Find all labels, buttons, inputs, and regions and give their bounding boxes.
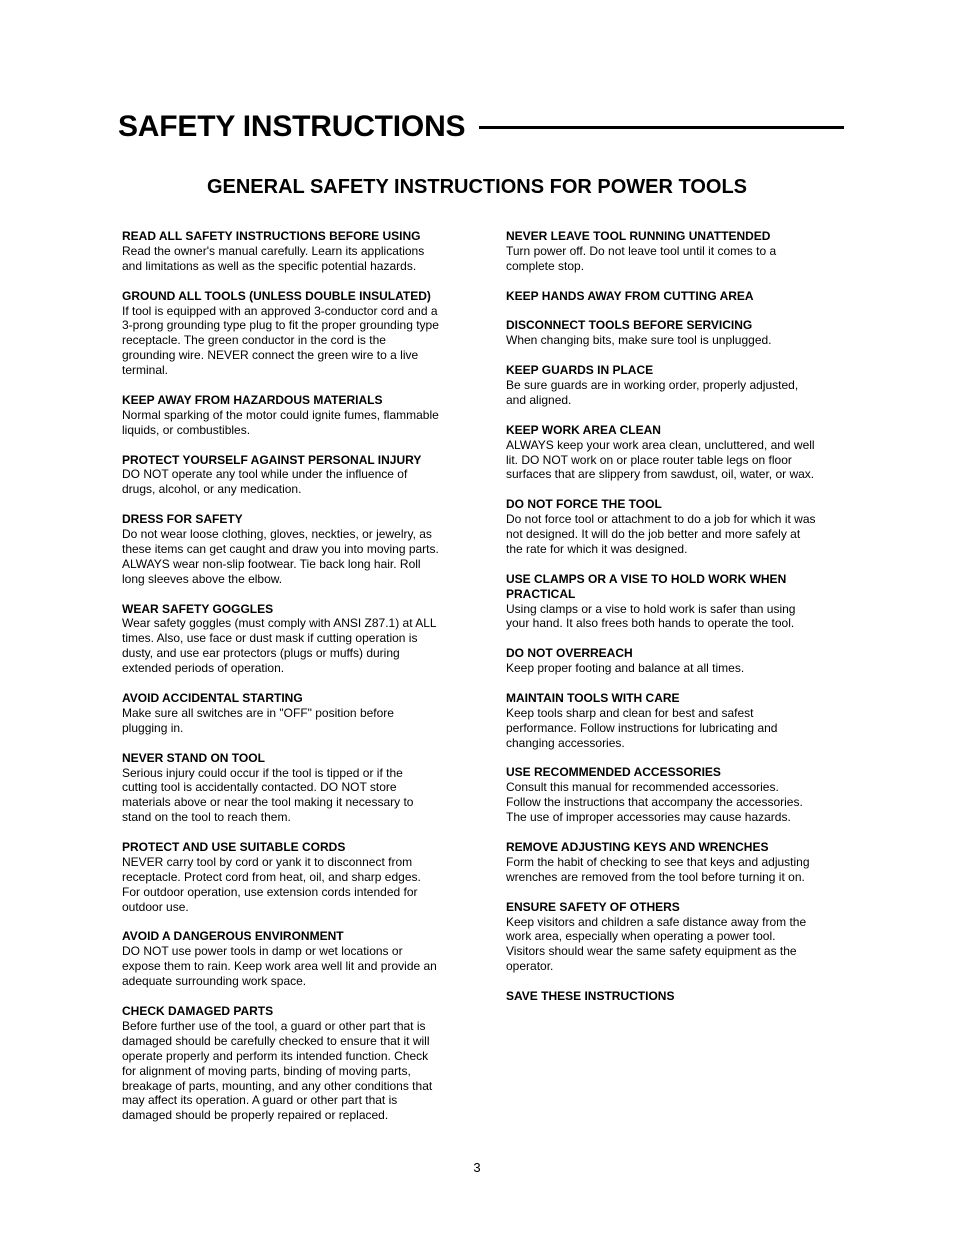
- instruction-recommended-accessories: [506, 765, 846, 825]
- instruction-body: Using clamps or a vise to hold work is safer than using your hand. It also frees both hands to operate the tool.: [506, 601, 796, 631]
- instruction-hazardous-materials: [122, 393, 462, 438]
- instruction-body: Keep visitors and children a safe distance away from the work area, especially when operating a power tool. Visitors should wear the same safety equipment as the operator.: [506, 914, 807, 974]
- instruction-body: Normal sparking of the motor could ignite fumes, flammable liquids, or combustibles.: [122, 407, 439, 437]
- page-number: 3: [473, 1160, 481, 1175]
- instruction-heading: REMOVE ADJUSTING KEYS AND WRENCHES: [506, 840, 769, 854]
- instruction-heading: SAVE THESE INSTRUCTIONS: [506, 989, 675, 1004]
- instruction-body: Keep tools sharp and clean for best and safest performance. Follow instructions for lubricating and changing accessories.: [506, 705, 778, 750]
- instruction-heading: KEEP GUARDS IN PLACE: [506, 363, 654, 378]
- instruction-do-not-force: [506, 497, 846, 557]
- instruction-heading: KEEP AWAY FROM HAZARDOUS MATERIALS: [122, 392, 383, 407]
- instruction-heading: GROUND ALL TOOLS (UNLESS DOUBLE INSULATED): [122, 288, 431, 303]
- instruction-body: DO NOT use power tools in damp or wet locations or expose them to rain. Keep work area well lit and provide an adequate surrounding work space.: [122, 944, 437, 989]
- instruction-hands-away: [506, 289, 846, 304]
- instruction-never-stand-on-tool: [122, 751, 462, 826]
- instruction-heading: DO NOT FORCE THE TOOL: [506, 497, 662, 512]
- instruction-heading: DISCONNECT TOOLS BEFORE SERVICING: [506, 318, 753, 333]
- instruction-body: Do not force tool or attachment to do a job for which it was not designed. It will do the job better and more safely at the rate for which it was designed.: [506, 512, 816, 556]
- instruction-check-damaged-parts: [122, 1004, 462, 1123]
- instruction-heading: DRESS FOR SAFETY: [122, 512, 243, 527]
- instruction-heading: USE RECOMMENDED ACCESSORIES: [506, 765, 721, 780]
- title-row: [118, 110, 844, 144]
- instruction-disconnect-before-servicing: [506, 318, 846, 348]
- instruction-accidental-starting: [122, 691, 462, 736]
- instruction-body: Form the habit of checking to see that keys and adjusting wrenches are removed from the tool before turning it on.: [506, 854, 810, 884]
- left-column: [122, 229, 462, 1138]
- instruction-body: Consult this manual for recommended accessories. Follow the instructions that accompany the accessories. The use of improper accessories may cause hazards.: [506, 780, 803, 825]
- instruction-dress-for-safety: [122, 512, 462, 587]
- instruction-heading: KEEP HANDS AWAY FROM CUTTING AREA: [506, 288, 754, 303]
- title-rule: [479, 126, 844, 129]
- instruction-heading: DO NOT OVERREACH: [506, 646, 633, 661]
- instruction-remove-keys: [506, 840, 846, 885]
- instruction-body: ALWAYS keep your work area clean, uncluttered, and well lit. DO NOT work on or place router table legs on floor surfaces that are slippery from sawdust, oil, water, or wax.: [506, 437, 815, 482]
- instruction-heading: PROTECT AND USE SUITABLE CORDS: [122, 840, 346, 855]
- instruction-heading: USE CLAMPS OR A VISE TO HOLD WORK WHEN PRACTICAL: [506, 571, 787, 601]
- page-title: SAFETY INSTRUCTIONS: [118, 110, 466, 143]
- instruction-save-instructions: [506, 989, 846, 1004]
- instruction-body: Do not wear loose clothing, gloves, neckties, or jewelry, as these items can get caught and draw you into moving parts. ALWAYS wear non-slip footwear. Tie back long hair. Roll long sleeves above the elbow.: [122, 527, 439, 586]
- instruction-safety-goggles: [122, 602, 462, 677]
- instruction-heading: NEVER LEAVE TOOL RUNNING UNATTENDED: [506, 229, 771, 243]
- instruction-heading: WEAR SAFETY GOGGLES: [122, 601, 274, 616]
- instruction-use-clamps: [506, 572, 846, 632]
- instruction-ground-tools: [122, 289, 462, 378]
- instruction-body: Read the owner's manual carefully. Learn its applications and limitations as well as the specific potential hazards.: [122, 243, 425, 273]
- section-subtitle: GENERAL SAFETY INSTRUCTIONS FOR POWER TOOLS: [206, 176, 748, 198]
- instruction-body: Keep proper footing and balance at all times.: [506, 661, 745, 676]
- instruction-body: Turn power off. Do not leave tool until it comes to a complete stop.: [506, 243, 777, 273]
- instruction-body: Before further use of the tool, a guard or other part that is damaged should be carefully checked to ensure that it will operate properly and perform its intended function. Check for alignment of moving parts, binding of moving parts, breakage of parts, mounting, and any other conditions that may affect its operation. A guard or other part that is damaged should be properly repaired or replaced.: [122, 1018, 433, 1123]
- instruction-heading: AVOID A DANGEROUS ENVIRONMENT: [122, 929, 344, 944]
- instruction-suitable-cords: [122, 840, 462, 915]
- instruction-body: Be sure guards are in working order, properly adjusted, and aligned.: [506, 378, 799, 407]
- instruction-heading: ENSURE SAFETY OF OTHERS: [506, 899, 680, 914]
- instruction-never-leave-running: [506, 229, 846, 274]
- instruction-body: Make sure all switches are in "OFF" position before plugging in.: [122, 705, 394, 735]
- instruction-heading: READ ALL SAFETY INSTRUCTIONS BEFORE USING: [122, 229, 421, 243]
- instruction-heading: CHECK DAMAGED PARTS: [122, 1003, 274, 1018]
- instruction-body: NEVER carry tool by cord or yank it to disconnect from receptacle. Protect cord from heat, oil, and sharp edges. For outdoor operation, use extension cords intended for outdoor use.: [122, 854, 421, 914]
- instruction-maintain-tools: [506, 691, 846, 751]
- instruction-personal-injury: [122, 453, 462, 498]
- instruction-body: If tool is equipped with an approved 3-conductor cord and a 3-prong grounding type plug to fit the proper grounding type receptacle. The green conductor in the cord is the grounding wire. NEVER connect the green wire to a live terminal.: [122, 303, 439, 378]
- instruction-heading: PROTECT YOURSELF AGAINST PERSONAL INJURY: [122, 452, 422, 467]
- instruction-body: DO NOT operate any tool while under the influence of drugs, alcohol, or any medication.: [122, 467, 408, 497]
- right-column: [506, 229, 846, 1019]
- instruction-heading: MAINTAIN TOOLS WITH CARE: [506, 690, 680, 705]
- instruction-safety-of-others: [506, 900, 846, 975]
- instruction-do-not-overreach: [506, 646, 846, 676]
- instruction-heading: NEVER STAND ON TOOL: [122, 750, 265, 765]
- instruction-body: Wear safety goggles (must comply with ANSI Z87.1) at ALL times. Also, use face or dust mask if cutting operation is dusty, and use ear protectors (plugs or muffs) during extended periods of operation.: [122, 616, 437, 676]
- instruction-dangerous-environment: [122, 929, 462, 989]
- instruction-heading: AVOID ACCIDENTAL STARTING: [122, 691, 303, 705]
- instruction-body: Serious injury could occur if the tool is tipped or if the cutting tool is accidentally contacted. DO NOT store materials above or near the tool making it necessary to stand on the tool to reach them.: [122, 765, 414, 825]
- instruction-heading: KEEP WORK AREA CLEAN: [506, 422, 661, 437]
- instruction-read-all: [122, 229, 462, 274]
- instruction-body: When changing bits, make sure tool is unplugged.: [506, 333, 772, 348]
- instruction-guards-in-place: [506, 363, 846, 408]
- instruction-work-area-clean: [506, 423, 846, 483]
